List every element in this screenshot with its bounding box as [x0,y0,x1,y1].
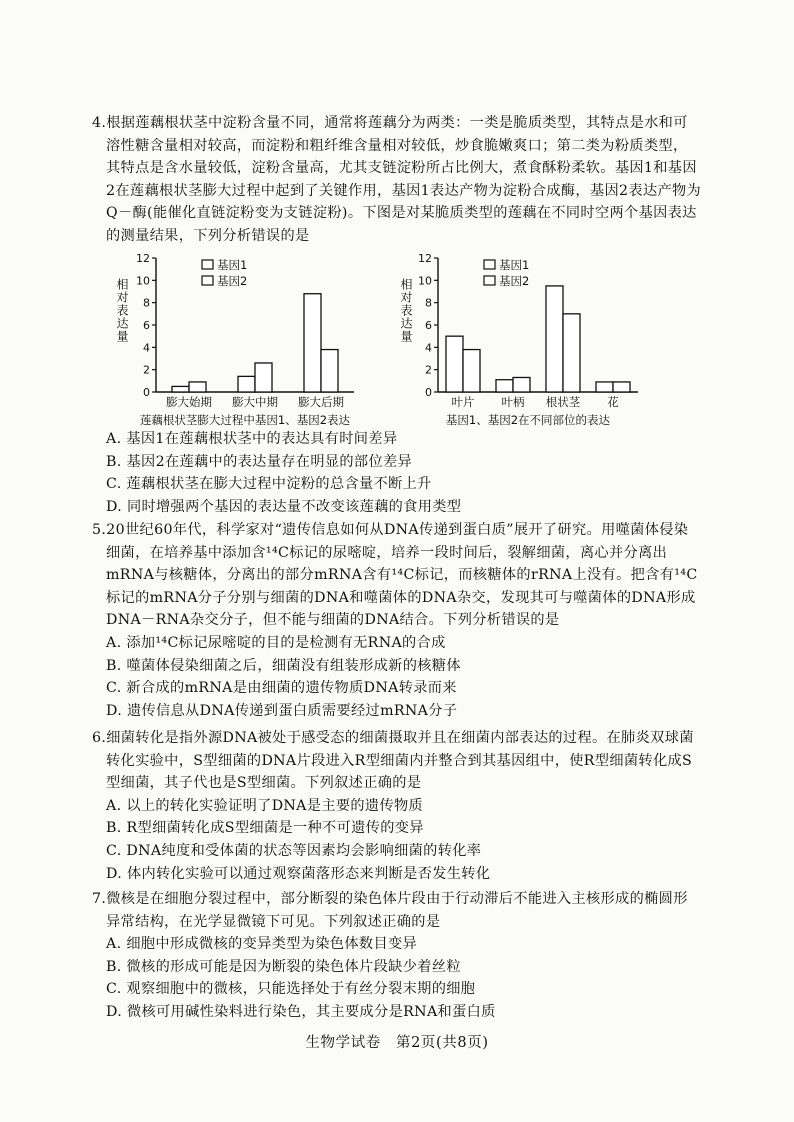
y-tick-label: 2 [425,363,432,377]
question-6-option-c: C. DNA纯度和受体菌的状态等因素均会影响细菌的转化率 [106,842,482,859]
y-tick-label: 4 [143,341,150,355]
question-7 [92,888,702,1024]
y-tick-label: 10 [136,274,150,288]
legend-swatch [202,276,213,285]
question-6-stem: 6.细菌转化是指外源DNA被处于感受态的细菌摄取并且在细菌内部表达的过程。在肺炎双球菌转化实验中，S型细菌的DNA片段进入R型细菌内并整合到其基因组中，使R型细菌转化成S型细菌，其子代也是S型细菌。下列叙述正确的是 [92,730,694,792]
x-tick-label: 叶柄 [501,395,525,409]
y-tick-label: 10 [418,274,432,288]
question-7-option-a: A. 细胞中形成微核的变异类型为染色体数目变异 [106,936,418,953]
y-tick-label: 0 [425,386,432,399]
question-4-options [92,428,702,518]
y-axis-label: 相对表达量 [115,278,129,343]
question-5-option-b: B. 噬菌体侵染细菌之后，细菌没有组装形成新的核糖体 [106,657,461,674]
legend-swatch [484,260,495,269]
bar-基因2 [563,314,580,392]
question-4-option-a: A. 基因1在莲藕根状茎中的表达具有时间差异 [106,431,398,447]
y-tick-label: 0 [143,386,150,399]
bar-基因2 [321,350,338,392]
bar-基因2 [463,350,480,392]
bar-基因2 [255,363,272,392]
y-tick-label: 6 [425,319,432,332]
question-5-option-d: D. 遗传信息从DNA传递到蛋白质需要经过mRNA分子 [106,702,458,719]
legend-label: 基因2 [499,274,530,288]
y-tick-label: 4 [425,341,432,355]
chart-caption: 莲藕根状茎膨大过程中基因1、基因2表达 [139,413,351,427]
question-7-option-d: D. 微核可用碱性染料进行染色，其主要成分是RNA和蛋白质 [106,1003,496,1020]
chart-caption: 基因1、基因2在不同部位的表达 [445,413,611,427]
x-tick-label: 花 [607,395,619,409]
question-7-option-c: C. 观察细胞中的微核，只能选择处于有丝分裂末期的细胞 [106,981,476,998]
question-4-option-d: D. 同时增强两个基因的表达量不改变该莲藕的食用类型 [106,498,462,515]
question-4-option-b: B. 基因2在莲藕中的表达量存在明显的部位差异 [106,453,413,470]
bar-基因1 [238,376,255,392]
bar-基因1 [172,386,189,392]
question-7-option-b: B. 微核的形成可能是因为断裂的染色体片段缺少着丝粒 [106,958,461,975]
y-tick-label: 12 [136,252,150,265]
y-tick-label: 6 [143,319,150,332]
chart-left [115,252,354,427]
x-tick-label: 膨大后期 [298,395,344,409]
question-6-option-a: A. 以上的转化实验证明了DNA是主要的遗传物质 [106,797,424,814]
question-4-stem: 4.根据莲藕根状茎中淀粉含量不同，通常将莲藕分为两类：一类是脆质类型，其特点是水和可溶性糖含量相对较高，而淀粉和粗纤维含量相对较低，炒食脆嫩爽口；第二类为粉质类型，其特点是含水量较低，淀粉含量高，尤其支链淀粉所占比例大，煮食酥粉柔软。基因1和基因2在莲藕根状茎膨大过程中起到了关键作用，基因1表达产物为淀粉合成酶，基因2表达产物为Q－酶(能催化直链淀粉变为支链淀粉)。下图是对某脆质类型的莲藕在不同时空两个基因表达的测量结果，下列分析错误的是 [92,115,702,244]
question-5-option-a: A. 添加¹⁴C标记尿嘧啶的目的是检测有无RNA的合成 [106,634,446,651]
question-5-option-c: C. 新合成的mRNA是由细菌的遗传物质DNA转录而来 [106,680,457,697]
bar-基因2 [513,377,530,392]
legend-label: 基因1 [217,258,248,272]
y-tick-label: 8 [143,296,150,310]
chart-right [399,252,638,427]
bar-基因2 [189,382,206,392]
x-tick-label: 膨大中期 [232,395,278,409]
bar-基因1 [446,336,463,392]
question-5-stem: 5.20世纪60年代，科学家对“遗传信息如何从DNA传递到蛋白质”展开了研究。用噬菌体侵染细菌，在培养基中添加含¹⁴C标记的尿嘧啶，培养一段时间后，裂解细菌，离心并分离出mRNA与核糖体，分离出的部分mRNA含有¹⁴C标记，而核糖体的rRNA上没有。把含有¹⁴C标记的mRNA分子分别与细菌的DNA和噬菌体的DNA杂交，发现其可与噬菌体的DNA形成DNA－RNA杂交分子，但不能与细菌的DNA结合。下列分析错误的是 [92,522,698,629]
y-tick-label: 8 [425,296,432,310]
bar-基因1 [496,380,513,392]
bar-基因1 [304,294,321,392]
x-tick-label: 膨大始期 [166,395,212,409]
page-footer: 生物学试卷 第2页(共8页) [305,1035,489,1051]
y-tick-label: 2 [143,363,150,377]
bar-基因1 [596,382,613,392]
question-6 [92,727,702,885]
x-tick-label: 叶片 [451,395,475,409]
legend-label: 基因2 [217,274,248,288]
question-5 [92,519,702,722]
question-6-option-b: B. R型细菌转化成S型细菌是一种不可遗传的变异 [106,820,424,837]
question-4 [92,112,702,248]
x-tick-label: 根状茎 [545,395,581,409]
legend-swatch [484,276,495,285]
legend-label: 基因1 [499,258,530,272]
bar-基因1 [546,286,563,392]
y-axis-label: 相对表达量 [399,278,413,343]
y-tick-label: 12 [418,252,432,265]
bar-基因2 [613,382,630,392]
question-4-charts [108,252,668,432]
question-7-stem: 7.微核是在细胞分裂过程中，部分断裂的染色体片段由于行动滞后不能进入主核形成的椭圆形异常结构，在光学显微镜下可见。下列叙述正确的是 [92,891,688,930]
legend-swatch [202,260,213,269]
question-6-option-d: D. 体内转化实验可以通过观察菌落形态来判断是否发生转化 [106,865,491,882]
question-4-option-c: C. 莲藕根状茎在膨大过程中淀粉的总含量不断上升 [106,476,432,493]
